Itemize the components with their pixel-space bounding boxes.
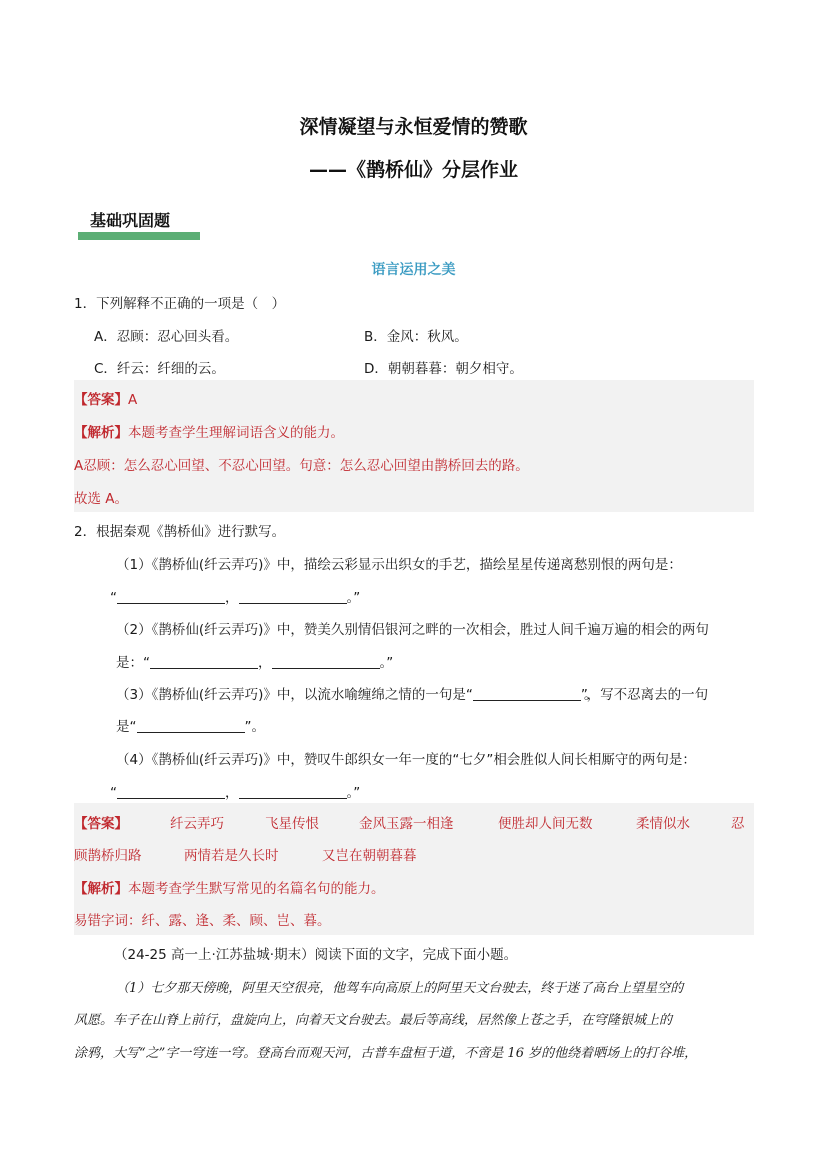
q1-option-d: D．朝朝暮暮：朝夕相守。 — [364, 361, 523, 377]
q2-part2-blanks — [116, 651, 393, 671]
q2-answer-box — [74, 803, 754, 935]
blank[interactable] — [137, 718, 245, 733]
section-underline-bar — [78, 232, 200, 240]
close-quote: 。” — [379, 655, 394, 671]
reading-line-3: 涂鸦，大写“之”字一穹连一穹。登高台而观天河，古普车盘桓于道，不啻是 16 岁的他绕着晒场上的打谷堆， — [74, 1046, 698, 1061]
blank[interactable] — [117, 589, 225, 604]
reading-line-1: （1）七夕那天傍晚，阿里天空很亮，他驾车向高原上的阿里天文台驶去，终于迷了高台上望星空的 — [116, 981, 684, 996]
q2-answer-5: 柔情似水 — [636, 816, 690, 832]
q2-answer-8: 两情若是久长时 — [184, 848, 279, 864]
q1-option-c: C．纤云：纤细的云。 — [94, 361, 225, 377]
q2-answer-4: 便胜却人间无数 — [498, 816, 593, 832]
q2-answer-6: 忍 — [731, 816, 745, 832]
q1-answer-box — [74, 380, 754, 512]
q2-answer-3: 金风玉露一相逢 — [359, 816, 454, 832]
document-subtitle: ——《鹊桥仙》分层作业 — [308, 159, 518, 181]
subsection-heading: 语言运用之美 — [371, 262, 456, 278]
q2-part4-prompt: （4）《鹊桥仙(纤云弄巧)》中，赞叹牛郎织女一年一度的“七夕”相会胜似人间长相厮守的两句是： — [116, 752, 696, 768]
reading-intro: （24-25 高一上·江苏盐城·期末）阅读下面的文字，完成下面小题。 — [114, 947, 518, 963]
q1-answer — [74, 388, 137, 408]
comma: ， — [225, 590, 239, 606]
q2-answer-7: 顾鹊桥归路 — [74, 848, 142, 864]
q2-part3-text2: ，写不忍离去的一句 — [586, 687, 709, 703]
q2-part2-prefix: 是： — [116, 655, 143, 671]
q1-analysis-detail: A忍顾：怎么忍心回望、不忍心回望。句意：怎么忍心回望由鹊桥回去的路。 — [74, 458, 529, 474]
q2-part3-text: （3）《鹊桥仙(纤云弄巧)》中，以流水喻缠绵之情的一句是 — [116, 687, 466, 703]
q2-part2-prompt: （2）《鹊桥仙(纤云弄巧)》中，赞美久别情侣银河之畔的一次相会，胜过人间千遍万遍的相会的两句 — [116, 622, 709, 638]
close-quote: 。” — [346, 590, 361, 606]
q1-analysis-label: 【解析】 — [74, 425, 128, 441]
blank[interactable] — [473, 686, 581, 701]
q2-answer-1: 纤云弄巧 — [170, 816, 224, 832]
reading-line-2: 风愿。车子在山脊上前行，盘旋向上，向着天文台驶去。最后等高线，居然像上苍之手，在穹隆银城上的 — [74, 1013, 673, 1028]
section-heading: 基础巩固题 — [90, 211, 171, 230]
close-quote: ”。 — [580, 687, 587, 703]
q1-analysis-text: 本题考查学生理解词语含义的能力。 — [128, 425, 344, 441]
q1-stem: 1．下列解释不正确的一项是（ ） — [74, 296, 286, 312]
q1-answer-value: A — [128, 392, 138, 408]
open-quote: “ — [129, 719, 137, 735]
blank[interactable] — [239, 784, 347, 799]
q2-part4-blanks — [110, 781, 360, 801]
blank[interactable] — [239, 589, 347, 604]
blank[interactable] — [150, 654, 258, 669]
q2-part3-prompt — [116, 683, 708, 703]
q1-option-b: B．金风：秋风。 — [364, 329, 468, 345]
comma: ， — [225, 785, 239, 801]
open-quote: “ — [143, 655, 150, 671]
q2-analysis — [74, 877, 385, 897]
q2-answer-label: 【答案】 — [74, 816, 128, 832]
q2-answer-9: 又岂在朝朝暮暮 — [322, 848, 417, 864]
q1-answer-label: 【答案】 — [74, 392, 128, 408]
document-title: 深情凝望与永恒爱情的赞歌 — [299, 116, 528, 138]
blank[interactable] — [272, 654, 380, 669]
q2-analysis-text: 本题考查学生默写常见的名篇名句的能力。 — [128, 881, 385, 897]
q2-part3-blanks — [116, 715, 265, 735]
close-quote: 。” — [346, 785, 361, 801]
open-quote: “ — [465, 687, 473, 703]
q2-part1-prompt: （1）《鹊桥仙(纤云弄巧)》中，描绘云彩显示出织女的手艺，描绘星星传递离愁别恨的两句是： — [116, 557, 682, 573]
open-quote: “ — [110, 590, 117, 606]
q1-conclusion: 故选 A。 — [74, 491, 129, 507]
blank[interactable] — [117, 784, 225, 799]
open-quote: “ — [110, 785, 117, 801]
q2-stem: 2．根据秦观《鹊桥仙》进行默写。 — [74, 524, 286, 540]
q2-analysis-label: 【解析】 — [74, 881, 128, 897]
q2-answer-2: 飞星传恨 — [265, 816, 319, 832]
q1-option-a: A．忍顾：忍心回头看。 — [94, 329, 239, 345]
q2-part3-prefix: 是 — [116, 719, 130, 735]
q1-analysis — [74, 421, 344, 441]
q2-typo-note: 易错字词：纤、露、逢、柔、顾、岂、暮。 — [74, 913, 331, 929]
close-quote: ”。 — [244, 719, 265, 735]
comma: ， — [258, 655, 272, 671]
q2-part1-blanks — [110, 586, 360, 606]
